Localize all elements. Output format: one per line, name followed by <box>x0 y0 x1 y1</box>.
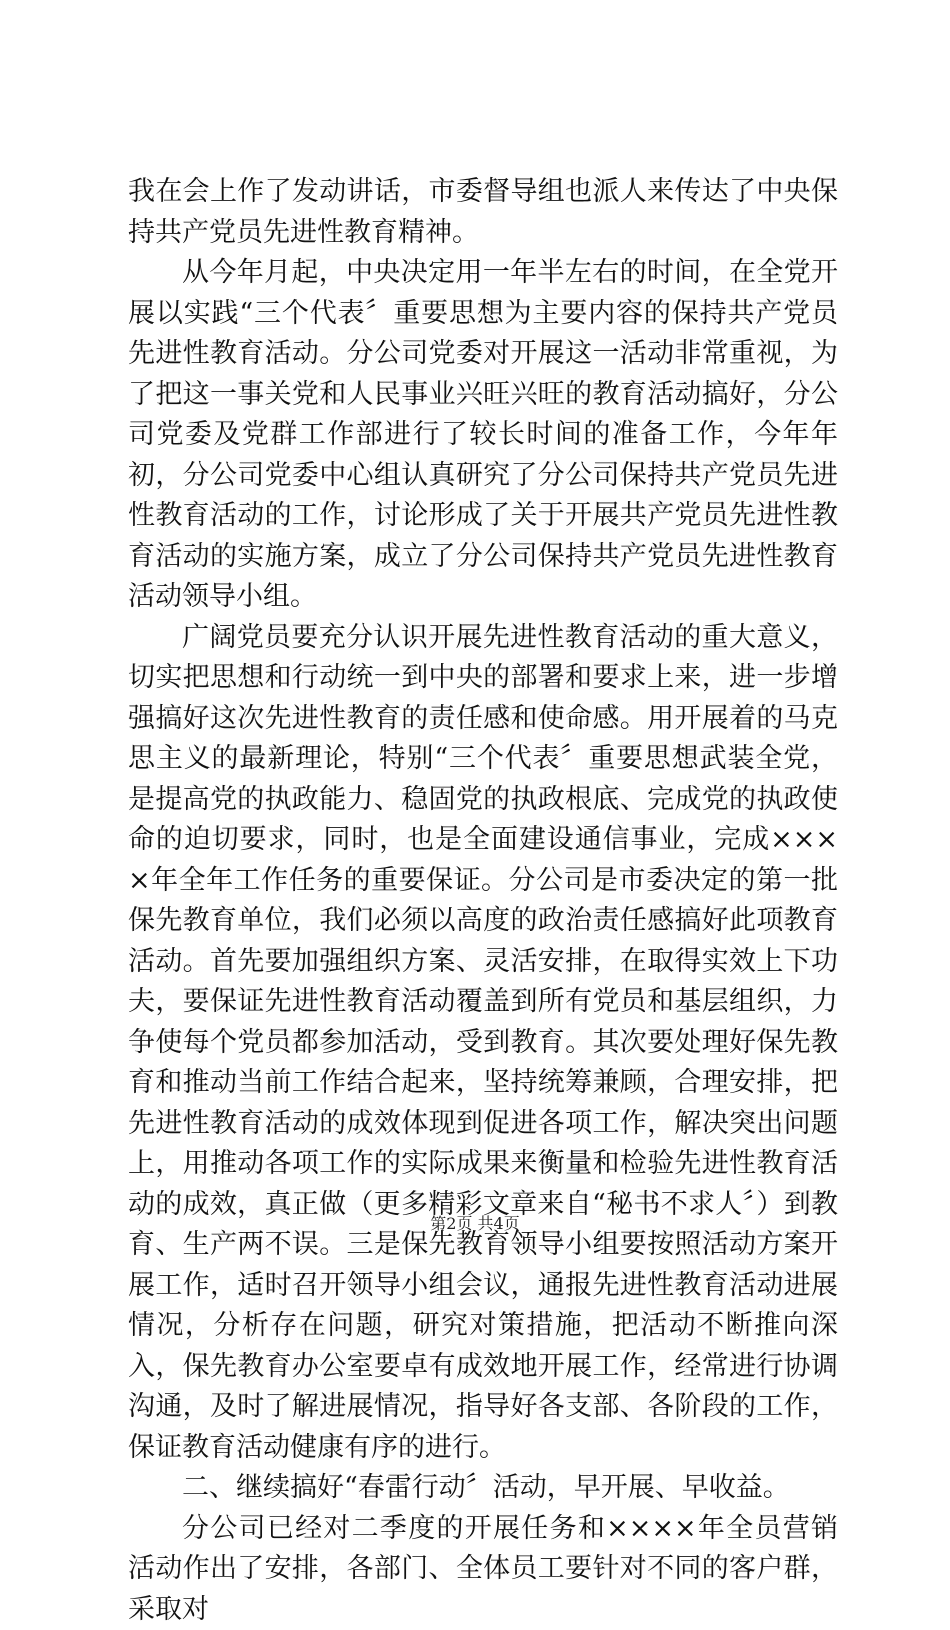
section-heading: 二、继续搞好“春雷行动〞活动，早开展、早收益。 <box>128 1468 838 1509</box>
paragraph-3: 广阔党员要充分认识开展先进性教育活动的重大意义，切实把思想和行动统一到中央的部署和要求上来，进一步增强搞好这次先进性教育的责任感和使命感。用开展着的马克思主义的最新理论，特别“三个代表〞重要思想武装全党，是提高党的执政能力、稳固党的执政根底、完成党的执政使命的迫切要求，同时，也是全面建设通信事业，完成××××年全年工作任务的重要保证。分公司是市委决定的第一批保先教育单位，我们必须以高度的政治责任感搞好此项教育活动。首先要加强组织方案、灵活安排，在取得实效上下功夫，要保证先进性教育活动覆盖到所有党员和基层组织，力争使每个党员都参加活动，受到教育。其次要处理好保先教育和推动当前工作结合起来，坚持统筹兼顾，合理安排，把先进性教育活动的成效体现到促进各项工作，解决突出问题上，用推动各项工作的实际成果来衡量和检验先进性教育活动的成效，真正做（更多精彩文章来自“秘书不求人〞）到教育、生产两不误。三是保先教育领导小组要按照活动方案开展工作，适时召开领导小组会议，通报先进性教育活动进展情况，分析存在问题，研究对策措施，把活动不断推向深入，保先教育办公室要卓有成效地开展工作，经常进行协调沟通，及时了解进展情况，指导好各支部、各阶段的工作，保证教育活动健康有序的进行。 <box>128 618 838 1469</box>
paragraph-5: 分公司已经对二季度的开展任务和××××年全员营销活动作出了安排，各部门、全体员工要针对不同的客户群，采取对 <box>128 1509 838 1630</box>
page-footer: 第2页 共4页 <box>0 1214 950 1234</box>
paragraph-1: 我在会上作了发动讲话，市委督导组也派人来传达了中央保持共产党员先进性教育精神。 <box>128 172 838 253</box>
document-body <box>128 172 838 1630</box>
paragraph-2: 从今年月起，中央决定用一年半左右的时间，在全党开展以实践“三个代表〞重要思想为主要内容的保持共产党员先进性教育活动。分公司党委对开展这一活动非常重视，为了把这一事关党和人民事业兴旺兴旺的教育活动搞好，分公司党委及党群工作部进行了较长时间的准备工作，今年年初，分公司党委中心组认真研究了分公司保持共产党员先进性教育活动的工作，讨论形成了关于开展共产党员先进性教育活动的实施方案，成立了分公司保持共产党员先进性教育活动领导小组。 <box>128 253 838 618</box>
